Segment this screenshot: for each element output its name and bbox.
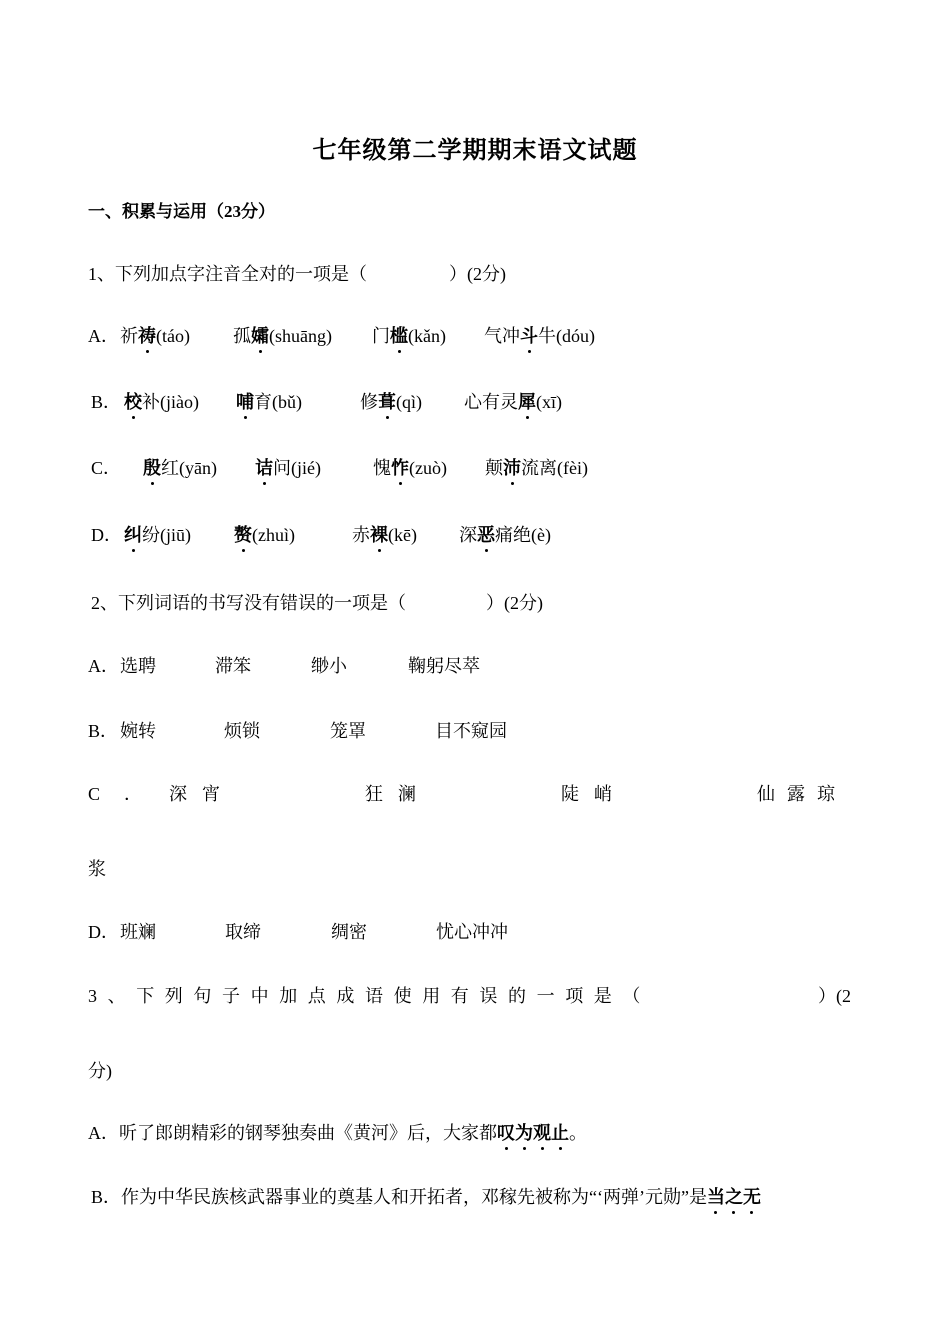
option-word: 忧心冲冲 — [436, 922, 508, 942]
q2-option-c-wrap: 浆 — [88, 859, 106, 879]
option-word: 狂澜 — [365, 784, 431, 804]
dotted-char: 叹 — [497, 1123, 515, 1143]
option-word: 门槛(kǎn) — [372, 326, 446, 346]
q2-option-c — [88, 782, 868, 806]
option-word: 烦锁 — [224, 721, 260, 741]
question-3-stem: 3、下列句子中加点成语使用有误的一项是（ — [88, 986, 651, 1006]
dotted-idiom — [497, 1123, 569, 1143]
q1-option-c — [91, 456, 891, 480]
dotted-char: 无 — [742, 1187, 761, 1207]
dotted-char: 之 — [724, 1187, 743, 1207]
option-word: 缈小 — [311, 656, 347, 676]
q3-option-a — [88, 1121, 587, 1145]
option-word: 婉转 — [120, 721, 156, 741]
question-1-score: ）(2分) — [449, 264, 506, 284]
option-label: A． — [88, 326, 119, 346]
q2-option-b — [88, 719, 888, 743]
q1-option-a — [88, 324, 888, 348]
option-label-dot: ． — [124, 784, 142, 804]
question-1 — [88, 262, 506, 286]
option-word: 选聘 — [120, 656, 156, 676]
q3-option-b — [91, 1185, 761, 1209]
question-3-wrap: 分) — [88, 1061, 112, 1081]
dotted-char: 当 — [706, 1187, 725, 1207]
option-label: B． — [88, 721, 119, 741]
option-label: A． — [88, 656, 119, 676]
dotted-char: 止 — [551, 1123, 569, 1143]
option-word: 深恶痛绝(è) — [459, 525, 551, 545]
option-word: 绸密 — [331, 922, 367, 942]
option-word: 滞笨 — [215, 656, 251, 676]
option-word: 纠纷(jiū) — [124, 525, 191, 545]
option-word: 深宵 — [169, 784, 235, 804]
question-2 — [91, 591, 543, 615]
option-word: 赘(zhuì) — [234, 525, 295, 545]
option-word: 颠沛流离(fèi) — [485, 458, 588, 478]
option-label: C — [88, 784, 101, 804]
option-label: A． — [88, 1123, 119, 1143]
option-word: 心有灵犀(xī) — [464, 392, 562, 412]
question-3 — [88, 984, 866, 1008]
question-3-score: ）(2 — [818, 986, 851, 1006]
option-label: B． — [91, 392, 122, 412]
q1-option-d — [91, 523, 891, 547]
option-word: 哺育(bǔ) — [236, 392, 302, 412]
option-label: D． — [91, 525, 122, 545]
q2-option-a — [88, 654, 888, 678]
option-word: 校补(jiào) — [124, 392, 199, 412]
question-2-score: ）(2分) — [486, 593, 543, 613]
option-word: 目不窥园 — [435, 721, 507, 741]
question-1-stem: 1、下列加点字注音全对的一项是（ — [88, 264, 367, 284]
option-word: 孤孀(shuāng) — [233, 326, 332, 346]
option-word: 愧怍(zuò) — [373, 458, 447, 478]
option-label: D． — [88, 922, 119, 942]
dotted-idiom — [707, 1187, 761, 1207]
option-word: 修葺(qì) — [360, 392, 422, 412]
option-word: 仙露琼 — [757, 784, 847, 804]
option-label: C． — [91, 458, 122, 478]
q2-option-d — [88, 920, 888, 944]
option-text: 作为中华民族核武器事业的奠基人和开拓者，邓稼先被称为“‘两弹’元勋”是 — [121, 1187, 707, 1207]
option-word: 鞠躬尽萃 — [408, 656, 480, 676]
option-word: 祈祷(táo) — [120, 326, 190, 346]
question-2-stem: 2、下列词语的书写没有错误的一项是（ — [91, 593, 406, 613]
page-title: 七年级第二学期期末语文试题 — [312, 138, 638, 164]
option-word: 赤裸(kē) — [352, 525, 417, 545]
option-word: 殷红(yān) — [143, 458, 217, 478]
option-word: 取缔 — [225, 922, 261, 942]
option-end: 。 — [569, 1123, 587, 1143]
option-text: 听了郎朗精彩的钢琴独奏曲《黄河》后，大家都 — [119, 1123, 497, 1143]
option-word: 笼罩 — [330, 721, 366, 741]
option-label: B． — [91, 1187, 122, 1207]
option-word: 诘问(jié) — [255, 458, 321, 478]
q1-option-b — [91, 390, 891, 414]
dotted-char: 为 — [515, 1123, 533, 1143]
option-word: 气冲斗牛(dóu) — [484, 326, 595, 346]
option-word: 班斓 — [120, 922, 156, 942]
option-word: 陡峭 — [561, 784, 627, 804]
section-heading: 一、积累与运用（23分） — [88, 202, 275, 221]
dotted-char: 观 — [533, 1123, 551, 1143]
